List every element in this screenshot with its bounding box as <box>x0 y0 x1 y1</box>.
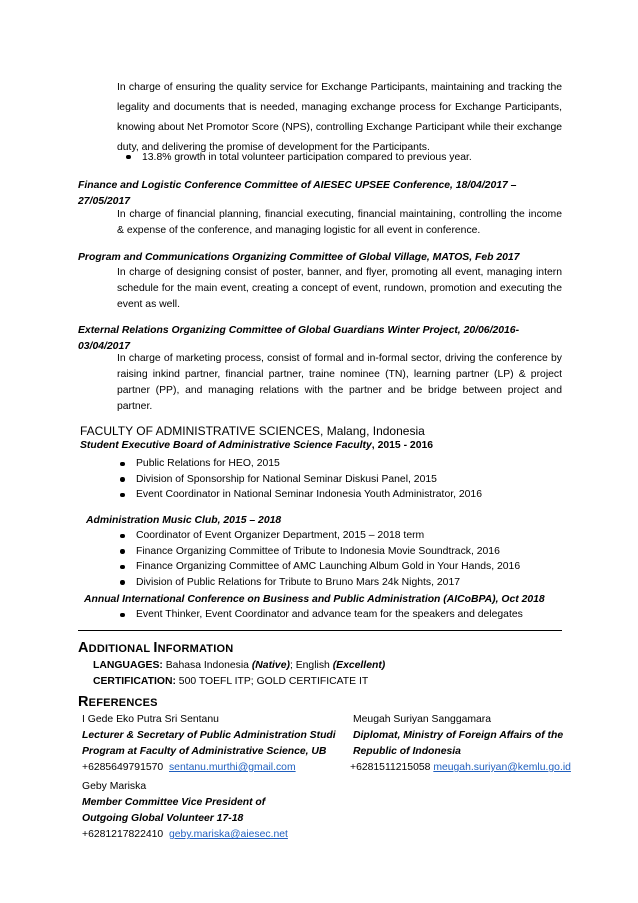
entry-desc-external-relations: In charge of marketing process, consist of formal and in-formal sector, driving the conference by raising inkind partner, financial partner, traine nominee (TN), learning partner (LP) & project partner (PP), and managing relations with the partner and be bridge between project and partner. <box>117 353 562 412</box>
music-club-bullets <box>118 528 568 590</box>
faculty-subtitle-date: , 2015 - 2016 <box>371 440 434 451</box>
reference-role: Diplomat, Ministry of Foreign Affairs of the <box>353 730 564 741</box>
faculty-heading: FACULTY OF ADMINISTRATIVE SCIENCES, Malang, Indonesia <box>80 424 425 438</box>
reference-card-geby <box>82 779 352 843</box>
music-club-title: Administration Music Club, 2015 – 2018 <box>86 515 282 526</box>
reference-contact <box>350 760 620 776</box>
exchange-description-text: In charge of ensuring the quality service for Exchange Participants, maintaining and tracking the legality and documents that is needed, managing exchange process for Exchange Participants, knowing about Net Promotor Score (NPS), controlling Exchange Participant while their exchange duty, and delivering the promise of development for the Participants. <box>117 82 562 153</box>
list-item: Event Thinker, Event Coordinator and advance team for the speakers and delegates <box>118 607 568 623</box>
certification-label: CERTIFICATION: <box>93 676 176 687</box>
list-item: Division of Sponsorship for National Seminar Diskusi Panel, 2015 <box>118 472 568 488</box>
languages-label: LANGUAGES: <box>93 660 163 671</box>
reference-name: Meugah Suriyan Sanggamara <box>353 714 492 725</box>
entry-title-program-communications: Program and Communications Organizing Committee of Global Village, MATOS, Feb 2017 <box>78 252 520 263</box>
reference-role: Lecturer & Secretary of Public Administration Studi <box>82 730 336 741</box>
reference-name: I Gede Eko Putra Sri Sentanu <box>82 714 219 725</box>
list-item: Finance Organizing Committee of Tribute to Indonesia Movie Soundtrack, 2016 <box>118 544 568 560</box>
list-item: Division of Public Relations for Tribute to Bruno Mars 24k Nights, 2017 <box>118 575 568 591</box>
reference-phone: +6281511215058 <box>350 762 431 773</box>
reference-role: Outgoing Global Volunteer 17-18 <box>82 813 244 824</box>
list-item: 13.8% growth in total volunteer participation compared to previous year. <box>124 149 564 167</box>
reference-contact <box>82 827 352 843</box>
reference-phone: +6285649791570 <box>82 762 164 773</box>
exchange-bullets <box>124 149 564 167</box>
reference-contact <box>82 760 352 776</box>
list-item: Event Coordinator in National Seminar Indonesia Youth Administrator, 2016 <box>118 487 568 503</box>
reference-email-link[interactable]: sentanu.murthi@gmail.com <box>168 762 296 773</box>
languages-line: LANGUAGES: Bahasa Indonesia (Native); English (Excellent) <box>93 660 386 671</box>
exchange-description <box>117 78 562 158</box>
reference-card-meugah <box>350 712 620 776</box>
reference-email-link[interactable]: meugah.suriyan@kemlu.go.id <box>433 762 571 773</box>
faculty-subtitle <box>80 438 433 454</box>
conference-bullets <box>118 607 568 623</box>
conference-title: Annual International Conference on Business and Public Administration (AICoBPA), Oct 2018 <box>84 594 545 605</box>
entry-desc-finance-logistic: In charge of financial planning, financial executing, financial maintaining, controlling the income & expense of the conference, and managing logistic for all event in conference. <box>117 209 562 236</box>
reference-email-link[interactable]: geby.mariska@aiesec.net <box>168 829 288 840</box>
certification-line: CERTIFICATION: 500 TOEFL ITP; GOLD CERTIFICATE IT <box>93 676 369 687</box>
entry-title-finance-logistic: Finance and Logistic Conference Committee of AIESEC UPSEE Conference, 18/04/2017 – 27/05/2017 <box>78 180 517 207</box>
entry-desc-program-communications: In charge of designing consist of poster, banner, and flyer, promoting all event, managing intern schedule for the main event, creating a concept of event, rundown, promotion and executing the event as well. <box>117 267 562 310</box>
reference-name: Geby Mariska <box>82 781 147 792</box>
faculty-subtitle-name: Student Executive Board of Administrative Science Faculty <box>80 440 372 451</box>
section-divider <box>78 630 562 631</box>
list-item: Coordinator of Event Organizer Department, 2015 – 2018 term <box>118 528 568 544</box>
reference-phone: +6281217822410 <box>82 829 164 840</box>
faculty-bullets <box>118 456 568 503</box>
reference-role: Program at Faculty of Administrative Science, UB <box>82 746 327 757</box>
entry-title-external-relations: External Relations Organizing Committee of Global Guardians Winter Project, 20/06/2016-03/04/2017 <box>78 325 520 352</box>
reference-role: Member Committee Vice President of <box>82 797 266 808</box>
list-item: Public Relations for HEO, 2015 <box>118 456 568 472</box>
reference-card-sentanu <box>82 712 352 776</box>
references-heading: REFERENCES <box>78 694 158 710</box>
reference-role: Republic of Indonesia <box>353 746 461 757</box>
list-item: Finance Organizing Committee of AMC Launching Album Gold in Your Hands, 2016 <box>118 559 568 575</box>
additional-information-heading: ADDITIONAL INFORMATION <box>78 640 234 656</box>
